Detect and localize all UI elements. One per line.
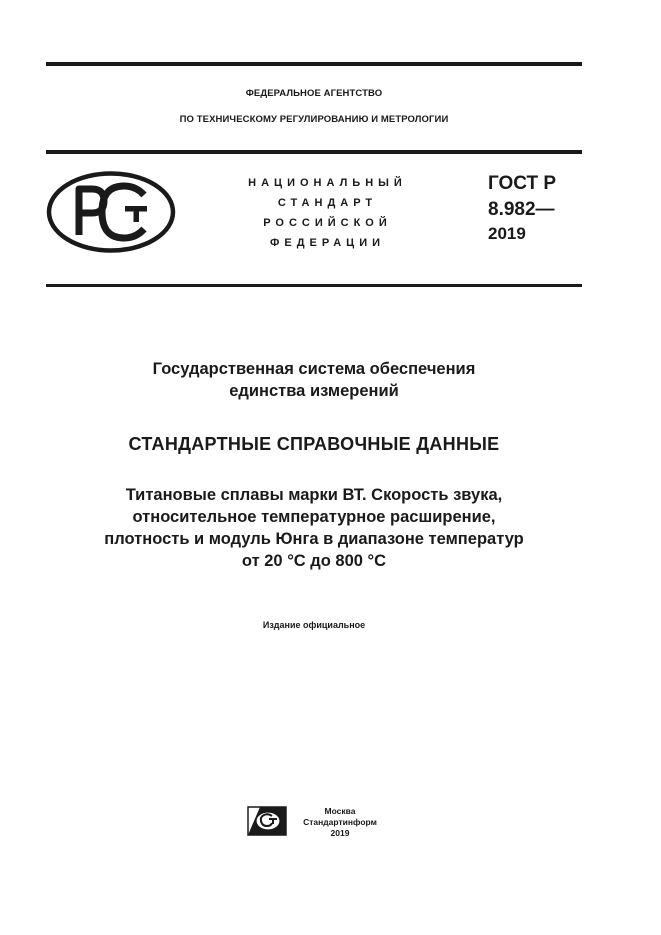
national-standard-line-3: РОССИЙСКОЙ	[263, 217, 392, 229]
agency-name-line-1: ФЕДЕРАЛЬНОЕ АГЕНТСТВО	[245, 88, 383, 99]
subject-title-line-3: плотность и модуль Юнга в диапазоне температур	[104, 530, 524, 548]
rst-mark-icon	[46, 171, 176, 253]
national-standard-line-1: НАЦИОНАЛЬНЫЙ	[248, 177, 407, 189]
designation-prefix: ГОСТ Р	[488, 173, 557, 194]
subject-title-line-4: от 20 °С до 800 °С	[241, 552, 387, 570]
publisher-year: 2019	[330, 828, 350, 838]
standard-heading: СТАНДАРТНЫЕ СПРАВОЧНЫЕ ДАННЫЕ	[128, 434, 500, 454]
subject-title-line-2: относительное температурное расширение,	[132, 508, 496, 526]
standard-designation	[488, 171, 556, 245]
system-title-line-2: единства измерений	[229, 382, 399, 400]
national-standard-line-2: СТАНДАРТ	[277, 197, 378, 209]
publisher-info	[295, 806, 385, 839]
national-standard-label	[230, 173, 425, 253]
national-standard-line-4: ФЕДЕРАЦИИ	[269, 237, 386, 249]
subject-title	[46, 484, 582, 572]
system-title-line-1: Государственная система обеспечения	[152, 360, 476, 378]
agency-name-line-2: ПО ТЕХНИЧЕСКОМУ РЕГУЛИРОВАНИЮ И МЕТРОЛОГИИ	[179, 114, 449, 125]
middle-rule	[46, 150, 582, 154]
edition-label: Издание официальное	[262, 620, 366, 630]
publisher-name: Стандартинформ	[303, 817, 377, 827]
top-rule	[46, 62, 582, 66]
standartinform-logo-icon	[247, 806, 287, 836]
publisher-city: Москва	[324, 806, 356, 816]
designation-year: 2019	[488, 224, 526, 243]
system-title	[46, 358, 582, 402]
bottom-rule	[46, 284, 582, 287]
subject-title-line-1: Титановые сплавы марки ВТ. Скорость звука,	[125, 486, 503, 504]
designation-number: 8.982—	[488, 199, 555, 220]
